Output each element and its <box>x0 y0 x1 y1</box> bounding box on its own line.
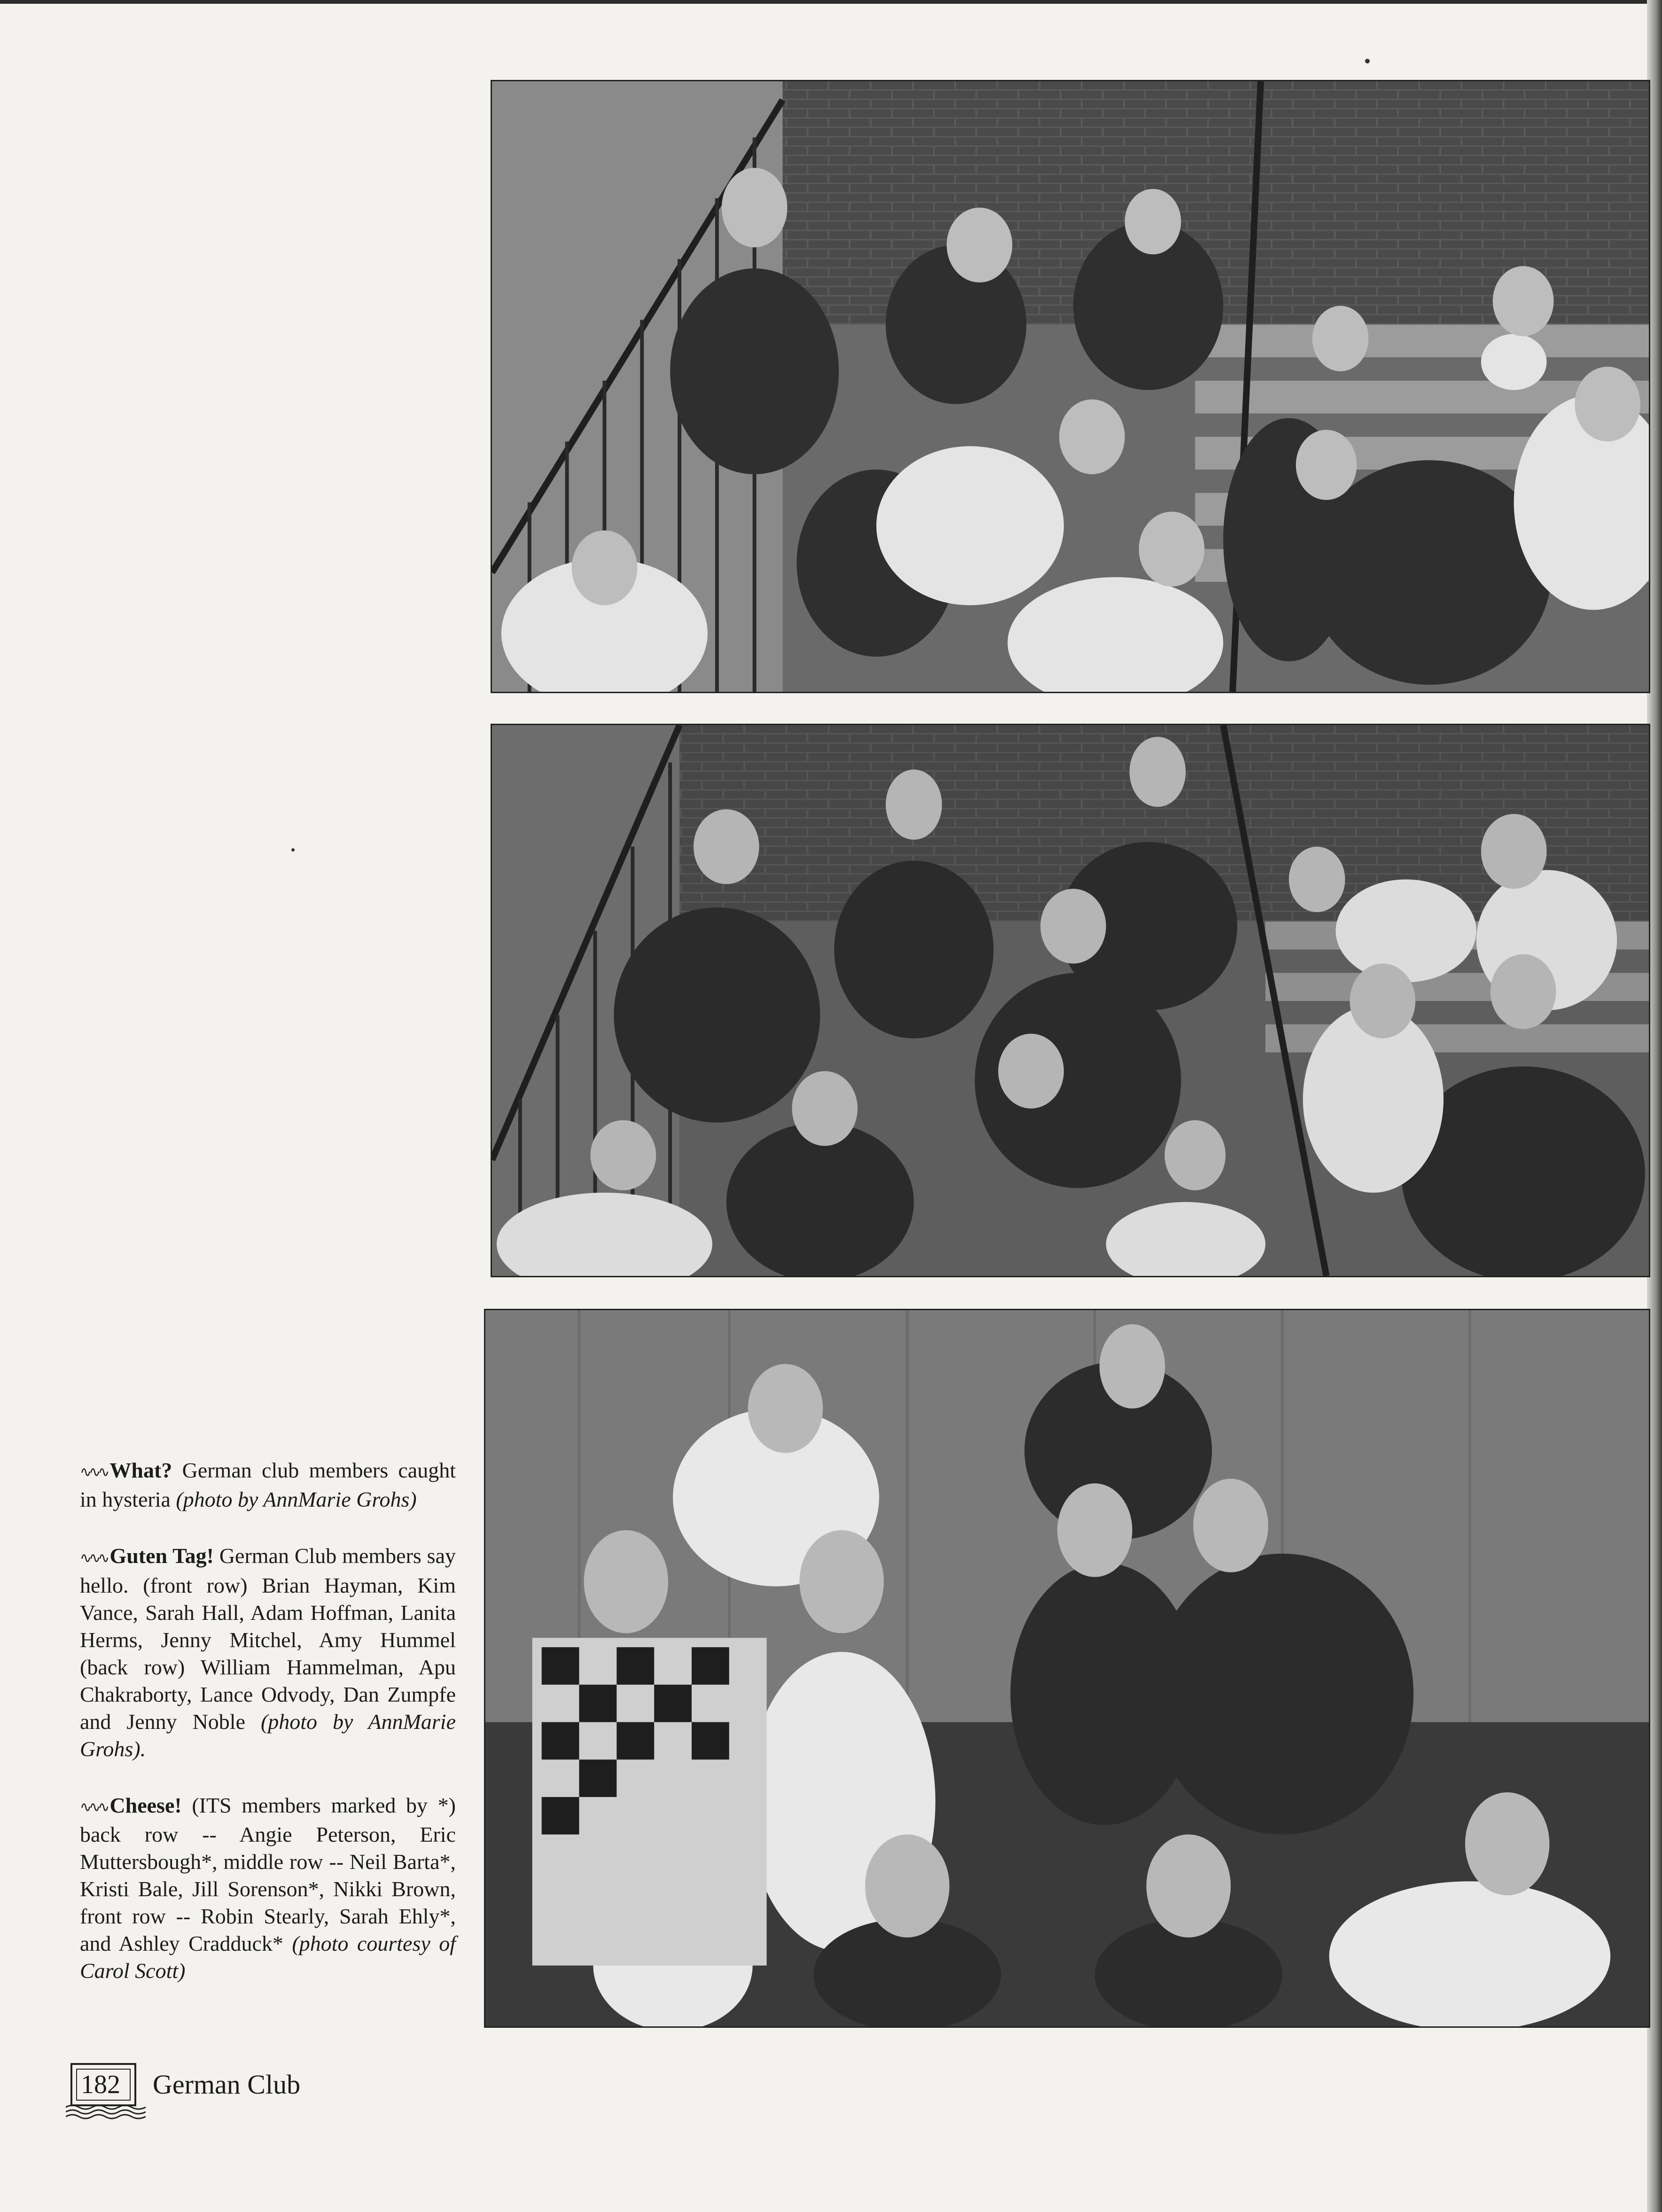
caption-text: (ITS members marked by *) back row -- Angie Peterson, Eric Muttersbough*, middle row -- Neil Barta*, Kristi Bale, Jill Sorenson*, Nikki Brown, front row -- Robin Stearly, Sarah Ehly*, and Ashley Cradduck* <box>80 1793 456 1956</box>
caption-what <box>80 1457 456 1513</box>
squiggle-icon: ∿∿∿ <box>80 1799 107 1816</box>
caption-column <box>80 1457 456 2014</box>
caption-credit: (photo by AnnMarie Grohs) <box>176 1487 417 1512</box>
squiggle-icon: ∿∿∿ <box>80 1549 107 1566</box>
paper-speck <box>1365 59 1370 63</box>
caption-cheese <box>80 1792 456 1985</box>
photo-stage-cheese <box>484 1309 1650 2028</box>
page-folio <box>70 2063 399 2119</box>
caption-guten-tag <box>80 1542 456 1762</box>
caption-lead: Guten Tag! <box>109 1544 214 1568</box>
section-name: German Club <box>153 2069 301 2100</box>
caption-lead: What? <box>109 1458 172 1482</box>
caption-credit: (photo by AnnMarie Grohs). <box>80 1709 456 1761</box>
photo-stairwell-guten-tag <box>491 724 1650 1277</box>
caption-credit: (photo courtesy of Carol Scott) <box>80 1931 456 1983</box>
paper-speck <box>291 848 295 852</box>
page-number: 182 <box>81 2070 120 2099</box>
squiggle-icon: ∿∿∿ <box>80 1464 107 1481</box>
top-edge <box>0 0 1662 4</box>
waves-icon <box>66 2103 146 2119</box>
caption-text: German Club members say hello. (front row) Brian Hayman, Kim Vance, Sarah Hall, Adam Hoffman, Lanita Herms, Jenny Mitchel, Amy Hummel (back row) William Hammelman, Apu Chakraborty, Lance Odvody, Dan Zumpfe and Jenny Noble <box>80 1544 456 1734</box>
photo-stairwell-hysteria <box>491 80 1650 693</box>
caption-lead: Cheese! <box>109 1793 182 1817</box>
caption-text: German club members caught in hysteria <box>80 1458 456 1512</box>
